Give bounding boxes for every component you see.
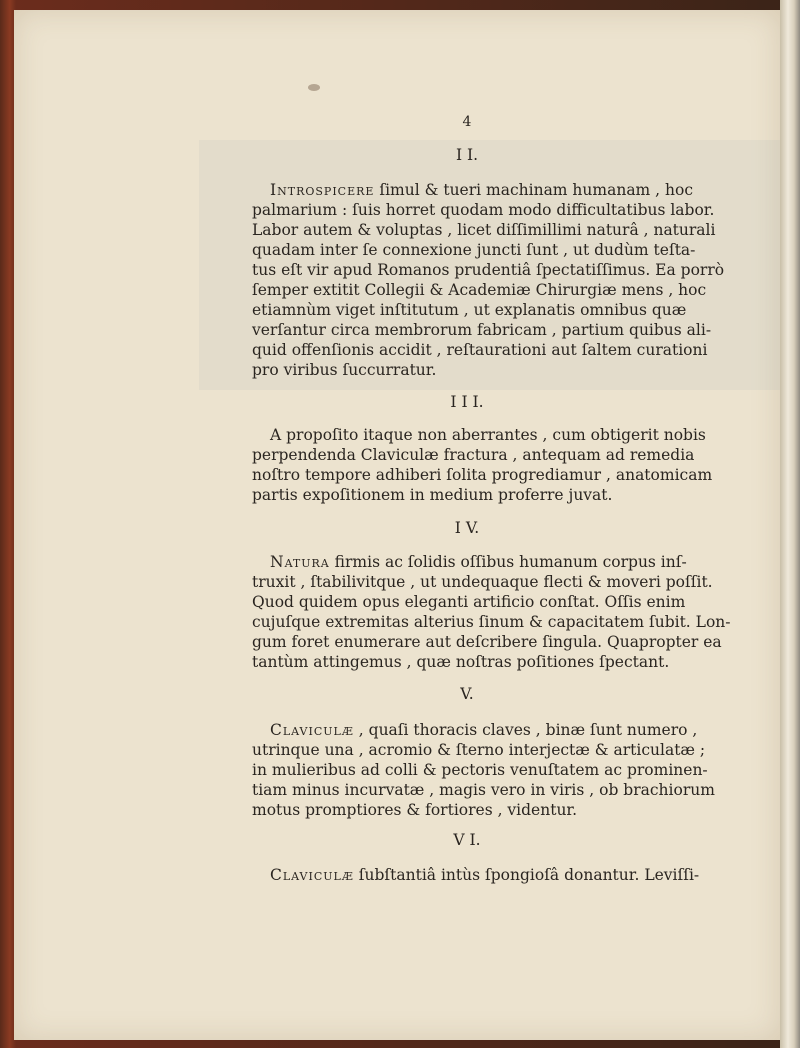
text-line: noſtro tempore adhiberi ſolita progrediamur , anatomicam <box>252 466 713 484</box>
text-line: etiamnùm viget inſtitutum , ut explanatis omnibus quæ <box>252 301 687 319</box>
text-line: A propoſito itaque non aberrantes , cum obtigerit nobis <box>270 426 706 444</box>
text-line: partis expoſitionem in medium proferre juvat. <box>252 486 613 504</box>
text-line <box>270 865 700 885</box>
text-line: quadam inter ſe connexione juncti ſunt , ut dudùm teſta- <box>252 241 696 259</box>
text-line: tiam minus incurvatæ , magis vero in viris , ob brachiorum <box>252 781 715 799</box>
line-text: ſubſtantiâ intùs ſpongioſâ donantur. Leviſſi- <box>353 866 700 884</box>
text-line: quid offenſionis accidit , reſtaurationi aut ſaltem curationi <box>252 341 708 359</box>
text-line: verſantur circa membrorum fabricam , partium quibus ali- <box>252 321 712 339</box>
text-line: ſemper extitit Collegii & Academiæ Chirurgiæ mens , hoc <box>252 281 707 299</box>
section-numeral: I I I. <box>450 393 484 411</box>
text-line <box>270 552 687 572</box>
section-numeral: V. <box>460 685 474 703</box>
lead-word: Natura <box>270 553 330 571</box>
line-text: firmis ac ſolidis oſſibus humanum corpus inſ- <box>329 553 687 571</box>
text-line: cujuſque extremitas alterius ſinum & capacitatem ſubit. Lon- <box>252 613 731 631</box>
lead-word: Claviculæ <box>270 866 354 884</box>
text-line <box>270 180 694 200</box>
section-numeral: V I. <box>453 831 481 849</box>
lead-word: Introspicere <box>270 181 375 199</box>
text-line <box>270 720 698 740</box>
text-line: Quod quidem opus eleganti artificio conſtat. Oſſis enim <box>252 593 686 611</box>
lead-word: Claviculæ <box>270 721 354 739</box>
section-numeral: I V. <box>454 519 480 537</box>
text-line: utrinque una , acromio & ſterno interjectæ & articulatæ ; <box>252 741 706 759</box>
text-line: gum foret enumerare aut deſcribere ſingula. Quapropter ea <box>252 633 722 651</box>
text-line: motus promptiores & fortiores , videntur. <box>252 801 578 819</box>
text-line: tantùm attingemus , quæ noſtras poſitiones ſpectant. <box>252 653 670 671</box>
section-numeral: I I. <box>455 146 479 164</box>
text-line: tus eſt vir apud Romanos prudentiâ ſpectatiſſimus. Ea porrò <box>252 261 725 279</box>
line-text: ſimul & tueri machinam humanam , hoc <box>374 181 694 199</box>
text-line: Labor autem & voluptas , licet diſſimillimi naturâ , naturali <box>252 221 716 239</box>
text-line: perpendenda Claviculæ fractura , antequam ad remedia <box>252 446 695 464</box>
page-number: 4 <box>462 114 472 130</box>
line-text: , quaſi thoracis claves , binæ ſunt numero , <box>353 721 698 739</box>
text-line: in mulieribus ad colli & pectoris venuſtatem ac prominen- <box>252 761 708 779</box>
text-line: pro viribus ſuccurratur. <box>252 361 437 379</box>
text-line: palmarium : ſuis horret quodam modo difficultatibus labor. <box>252 201 715 219</box>
text-line: truxit , ſtabilivitque , ut undequaque flecti & moveri poſſit. <box>252 573 713 591</box>
